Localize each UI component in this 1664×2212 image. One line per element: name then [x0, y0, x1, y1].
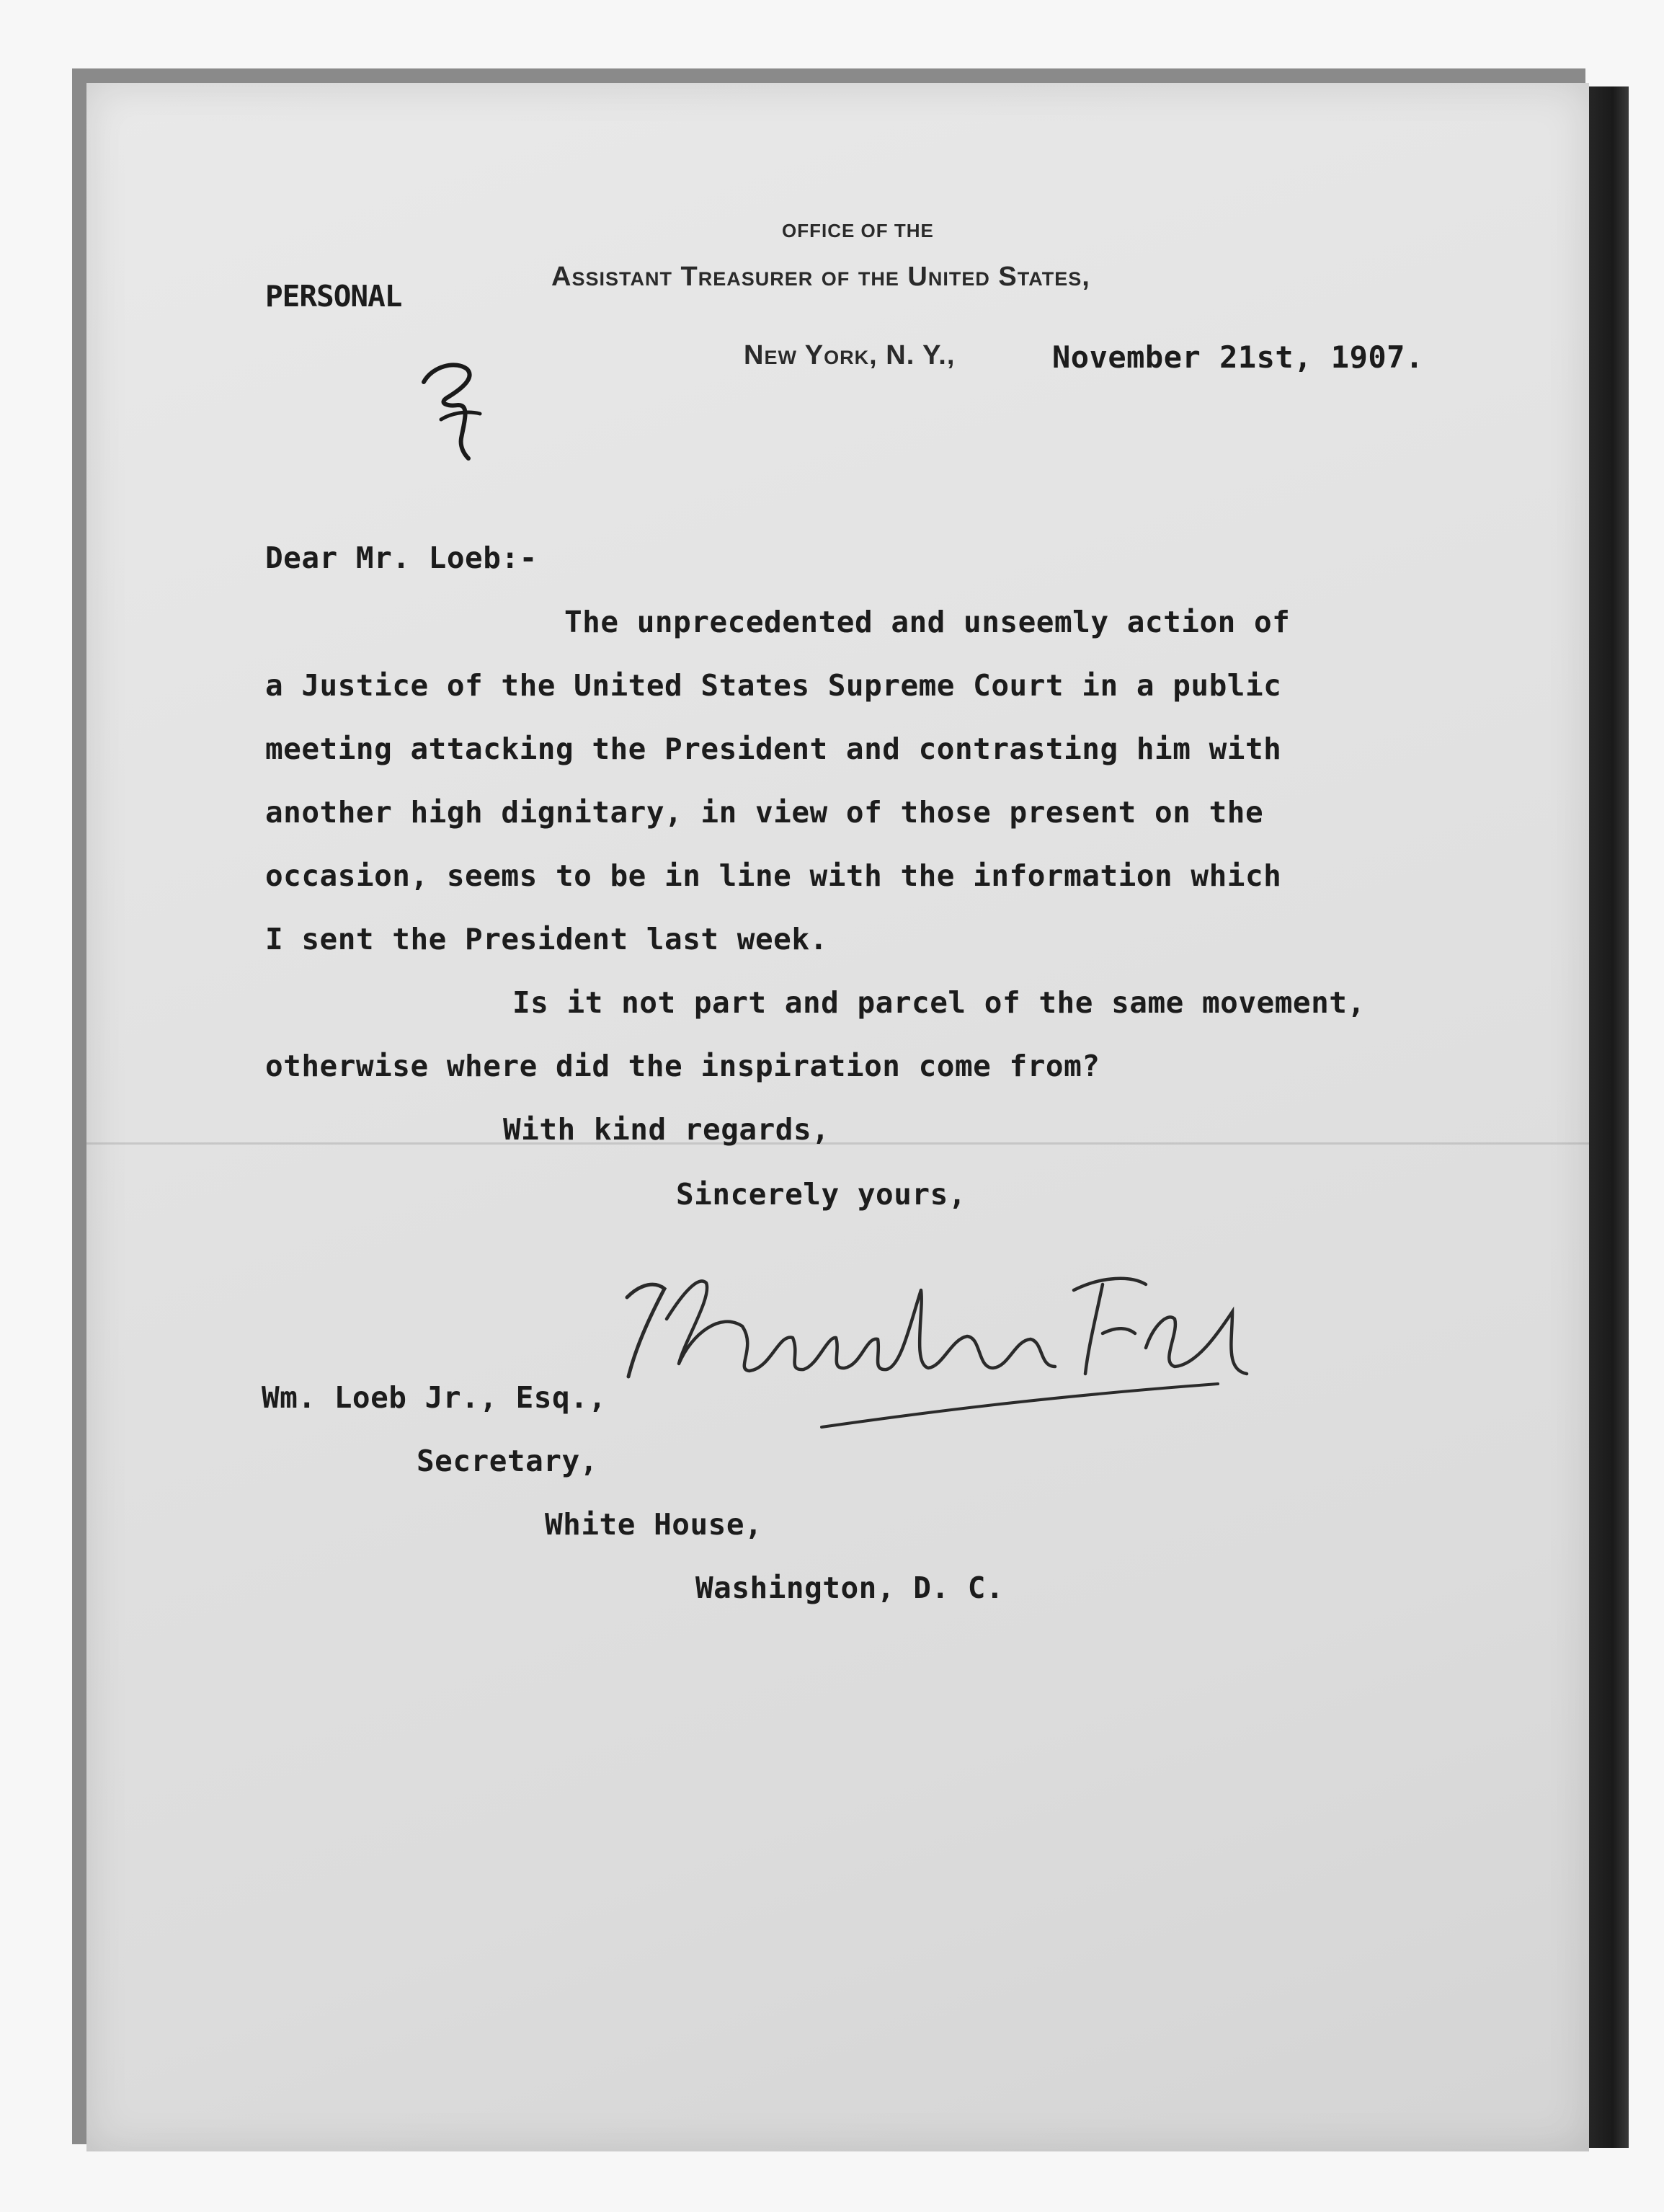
body-line: occasion, seems to be in line with the information which [265, 858, 1282, 893]
fold-line [86, 1142, 1589, 1145]
body-line: The unprecedented and unseemly action of [564, 605, 1291, 639]
body-line: meeting attacking the President and contrasting him with [265, 732, 1282, 766]
address-line-place: White House, [545, 1507, 763, 1542]
address-line-title: Secretary, [417, 1444, 598, 1478]
salutation: Dear Mr. Loeb:- [265, 541, 538, 575]
closing-regards: With kind regards, [503, 1112, 830, 1147]
handwritten-mark [411, 353, 490, 461]
signature [598, 1204, 1268, 1463]
letter-page [86, 83, 1589, 2151]
body-line: a Justice of the United States Supreme Court in a public [265, 668, 1282, 703]
personal-marking: PERSONAL [265, 279, 402, 314]
body-line: Is it not part and parcel of the same movement, [512, 985, 1366, 1020]
letterhead-office-name: Assistant Treasurer of the United States, [551, 262, 1090, 292]
letter-date: November 21st, 1907. [1052, 339, 1424, 375]
letterhead-office-of: OFFICE OF THE [782, 220, 934, 241]
body-line: otherwise where did the inspiration come from? [265, 1049, 1100, 1083]
address-line-name: Wm. Loeb Jr., Esq., [262, 1380, 607, 1415]
body-line: another high dignitary, in view of those present on the [265, 795, 1264, 830]
address-line-city: Washington, D. C. [695, 1571, 1005, 1605]
closing-sincerely: Sincerely yours, [676, 1177, 966, 1212]
letterhead-city: New York, N. Y., [744, 340, 956, 370]
body-line: I sent the President last week. [265, 922, 828, 956]
